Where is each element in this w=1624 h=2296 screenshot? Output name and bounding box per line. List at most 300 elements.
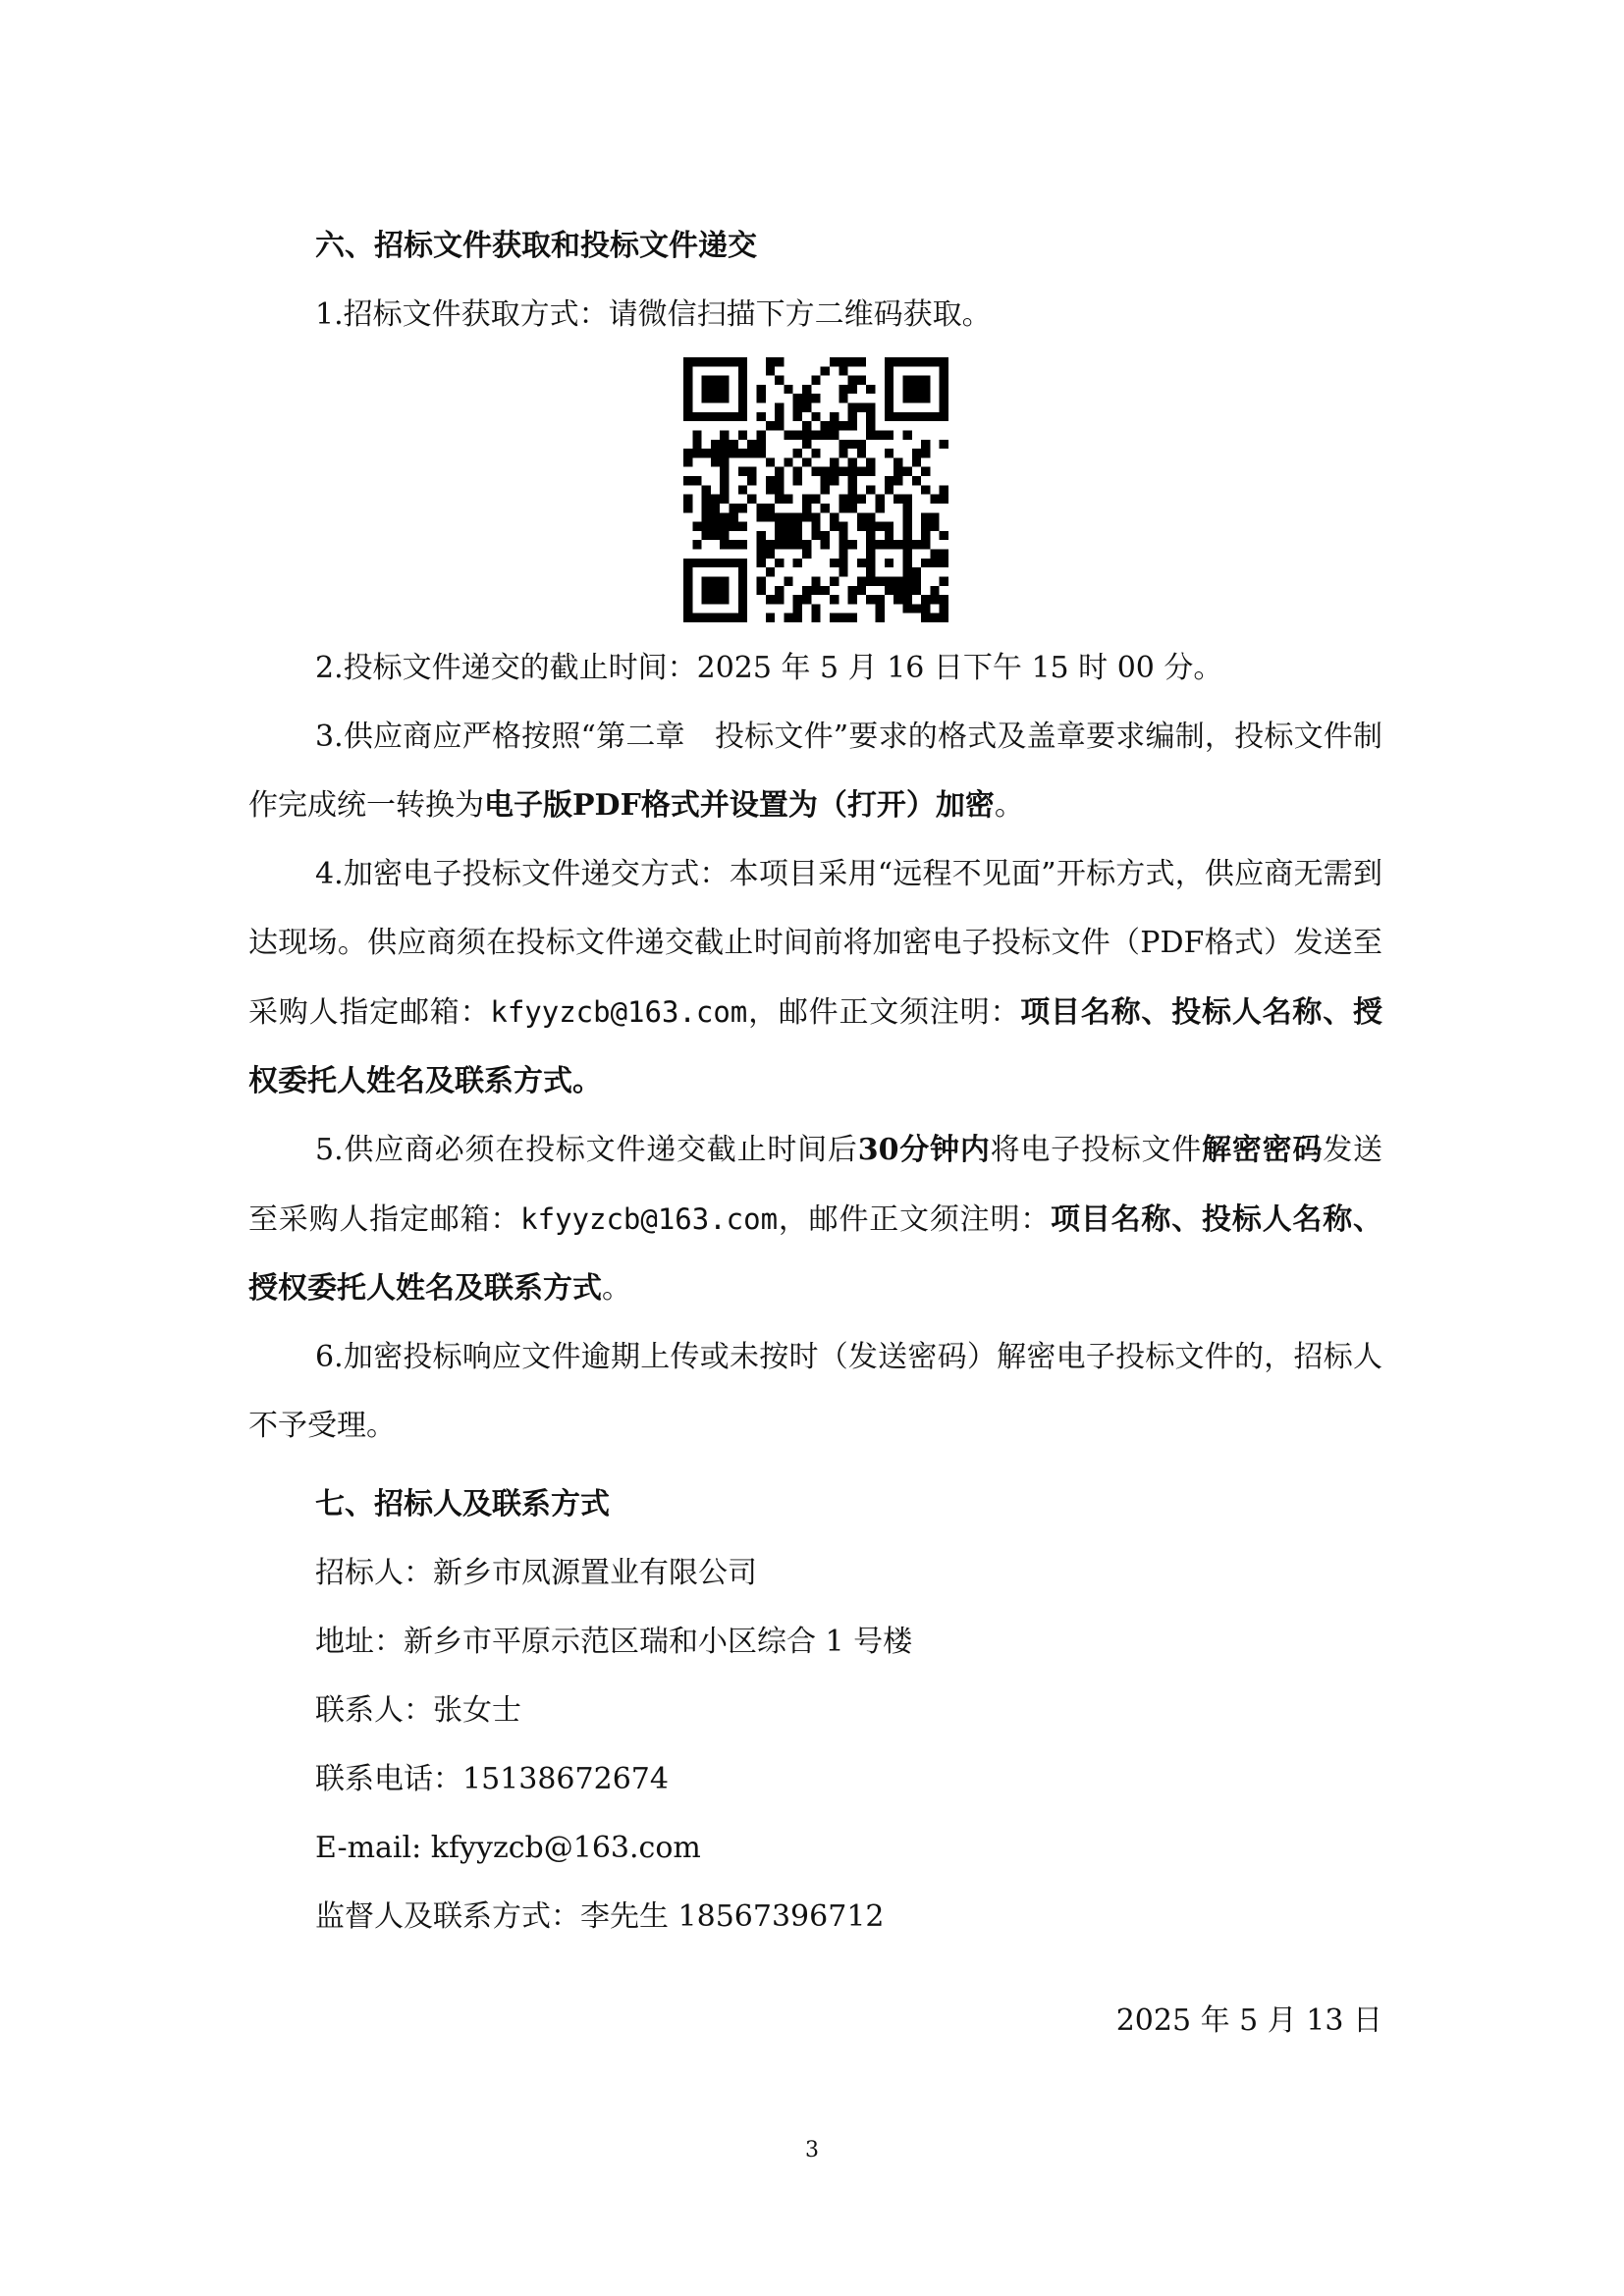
- qr-module: [792, 512, 801, 521]
- qr-module: [921, 394, 930, 402]
- qr-module: [737, 385, 746, 394]
- qr-module: [866, 412, 875, 421]
- qr-module: [856, 467, 865, 476]
- qr-module: [839, 567, 847, 576]
- qr-module: [847, 614, 856, 622]
- qr-module: [701, 586, 710, 595]
- qr-module: [820, 467, 829, 476]
- qr-module: [737, 467, 746, 476]
- qr-module: [811, 394, 820, 402]
- qr-module: [729, 440, 737, 449]
- qr-module: [875, 614, 884, 622]
- qr-module: [902, 540, 911, 549]
- qr-module: [765, 550, 774, 559]
- qr-module: [902, 550, 911, 559]
- qr-module: [811, 604, 820, 613]
- qr-module: [683, 495, 692, 504]
- qr-module: [829, 512, 838, 521]
- item-5-email: kfyyzcb@163.com: [520, 1202, 779, 1236]
- qr-module: [756, 512, 765, 521]
- qr-module: [829, 357, 838, 366]
- qr-module: [911, 376, 920, 385]
- qr-module: [701, 385, 710, 394]
- qr-module: [884, 559, 893, 567]
- qr-module: [820, 476, 829, 485]
- qr-module: [884, 403, 893, 412]
- qr-module: [911, 412, 920, 421]
- qr-module: [756, 531, 765, 540]
- qr-module: [784, 495, 792, 504]
- qr-module: [756, 576, 765, 585]
- qr-module: [683, 366, 692, 375]
- qr-module: [683, 504, 692, 512]
- qr-module: [792, 476, 801, 485]
- qr-module: [856, 522, 865, 531]
- phone-line: 联系电话：15138672674: [315, 1762, 669, 1796]
- qr-module: [720, 440, 729, 449]
- qr-module: [911, 576, 920, 585]
- qr-module: [756, 586, 765, 595]
- qr-module: [710, 595, 719, 604]
- qr-module: [775, 559, 784, 567]
- qr-module: [893, 412, 902, 421]
- qr-module: [921, 412, 930, 421]
- qr-module: [829, 476, 838, 485]
- qr-module: [902, 495, 911, 504]
- qr-module: [701, 412, 710, 421]
- qr-module: [893, 467, 902, 476]
- qr-module: [710, 449, 719, 457]
- qr-module: [784, 522, 792, 531]
- qr-module: [720, 576, 729, 585]
- qr-module: [802, 512, 811, 521]
- qr-module: [811, 531, 820, 540]
- qr-module: [902, 412, 911, 421]
- qr-module: [839, 495, 847, 504]
- qr-module: [939, 440, 947, 449]
- qr-module: [902, 595, 911, 604]
- qr-module: [756, 412, 765, 421]
- qr-module: [939, 385, 947, 394]
- qr-module: [683, 567, 692, 576]
- qr-module: [737, 403, 746, 412]
- qr-module: [683, 457, 692, 466]
- qr-module: [720, 449, 729, 457]
- qr-module: [802, 595, 811, 604]
- qr-module: [893, 457, 902, 466]
- item-5-text-mid3: ，邮件正文须注明：: [778, 1202, 1052, 1237]
- qr-module: [856, 449, 865, 457]
- qr-module: [737, 449, 746, 457]
- qr-module: [701, 504, 710, 512]
- item-4-text-mid: ，邮件正文须注明：: [747, 995, 1021, 1030]
- qr-module: [737, 595, 746, 604]
- qr-module: [737, 614, 746, 622]
- qr-module: [847, 385, 856, 394]
- qr-module: [765, 567, 774, 576]
- item-5-text-mid: 将电子投标文件: [990, 1133, 1203, 1167]
- qr-module: [847, 540, 856, 549]
- qr-module: [939, 394, 947, 402]
- qr-module: [802, 504, 811, 512]
- qr-module: [847, 403, 856, 412]
- qr-module: [902, 567, 911, 576]
- qr-module: [729, 614, 737, 622]
- qr-module: [756, 385, 765, 394]
- qr-module: [866, 485, 875, 494]
- qr-module: [921, 595, 930, 604]
- qr-module: [775, 512, 784, 521]
- qr-module: [866, 403, 875, 412]
- qr-module: [820, 586, 829, 595]
- qr-module: [720, 476, 729, 485]
- qr-module: [692, 430, 701, 439]
- qr-module: [921, 357, 930, 366]
- qr-module: [911, 357, 920, 366]
- qr-module: [737, 357, 746, 366]
- qr-module: [829, 559, 838, 567]
- item-4-text-part: 4.加密电子投标文件递交方式：本项目采用“远程不见面”开标方式，供应商无需到达现场。供应商须在投标文件递交截止时间前将加密电子投标文件（PDF格式）发送至采购人指定邮箱：: [248, 857, 1382, 1030]
- qr-module: [839, 504, 847, 512]
- qr-module: [866, 522, 875, 531]
- qr-module: [692, 412, 701, 421]
- qr-module: [921, 376, 930, 385]
- qr-module: [737, 586, 746, 595]
- qr-module: [866, 595, 875, 604]
- qr-module: [756, 559, 765, 567]
- qr-module: [866, 430, 875, 439]
- qr-module: [820, 430, 829, 439]
- qr-module: [811, 376, 820, 385]
- qr-module: [765, 512, 774, 521]
- qr-module: [829, 576, 838, 585]
- qr-module: [720, 412, 729, 421]
- qr-module: [802, 385, 811, 394]
- qr-module: [737, 567, 746, 576]
- qr-module: [930, 595, 939, 604]
- qr-module: [765, 457, 774, 466]
- qr-module: [921, 385, 930, 394]
- qr-module: [839, 421, 847, 430]
- qr-module: [756, 540, 765, 549]
- qr-module: [720, 376, 729, 385]
- qr-module: [921, 449, 930, 457]
- qr-module: [683, 614, 692, 622]
- qr-module: [729, 412, 737, 421]
- qr-module: [902, 467, 911, 476]
- qr-module: [820, 531, 829, 540]
- qr-module: [884, 540, 893, 549]
- qr-module: [847, 357, 856, 366]
- qr-module: [683, 576, 692, 585]
- qr-module: [792, 412, 801, 421]
- qr-module: [792, 531, 801, 540]
- qr-module: [839, 540, 847, 549]
- qr-module: [921, 531, 930, 540]
- qr-module: [710, 376, 719, 385]
- qr-module: [884, 357, 893, 366]
- qr-module: [792, 522, 801, 531]
- qr-module: [710, 522, 719, 531]
- qr-module: [710, 457, 719, 466]
- qr-module: [884, 376, 893, 385]
- qr-module: [747, 476, 756, 485]
- qr-module: [829, 467, 838, 476]
- qr-module: [884, 366, 893, 375]
- qr-module: [875, 604, 884, 613]
- qr-module: [893, 576, 902, 585]
- qr-module: [710, 576, 719, 585]
- qr-module: [720, 559, 729, 567]
- qr-module: [701, 559, 710, 567]
- qr-module: [720, 457, 729, 466]
- qr-module: [784, 614, 792, 622]
- qr-module: [902, 522, 911, 531]
- qr-module: [720, 540, 729, 549]
- qr-module: [729, 559, 737, 567]
- qr-module: [792, 449, 801, 457]
- qr-module: [683, 449, 692, 457]
- qr-module: [747, 449, 756, 457]
- qr-module: [911, 394, 920, 402]
- qr-module: [847, 586, 856, 595]
- qr-module: [939, 376, 947, 385]
- qr-module: [720, 357, 729, 366]
- qr-module: [939, 576, 947, 585]
- item-5-emphasis: 项目名称、投标人名称、授权委托人姓名及联系方式: [248, 1202, 1383, 1306]
- qr-module: [921, 559, 930, 567]
- qr-module: [839, 550, 847, 559]
- qr-module: [692, 476, 701, 485]
- qr-module: [911, 567, 920, 576]
- qr-module: [820, 421, 829, 430]
- qr-module: [875, 504, 884, 512]
- qr-module: [729, 357, 737, 366]
- qr-module: [839, 449, 847, 457]
- qr-module: [884, 430, 893, 439]
- section-7-heading: 七、招标人及联系方式: [315, 1487, 610, 1522]
- qr-module: [847, 476, 856, 485]
- qr-module: [792, 430, 801, 439]
- qr-module: [911, 540, 920, 549]
- qr-module: [930, 586, 939, 595]
- qr-module: [775, 485, 784, 494]
- qr-module: [847, 376, 856, 385]
- address-line: 地址：新乡市平原示范区瑞和小区综合 1 号楼: [315, 1625, 913, 1659]
- qr-module: [847, 495, 856, 504]
- qr-module: [866, 567, 875, 576]
- qr-module: [710, 586, 719, 595]
- qr-module: [930, 495, 939, 504]
- qr-module: [710, 412, 719, 421]
- qr-module: [930, 412, 939, 421]
- qr-module: [820, 540, 829, 549]
- qr-module: [902, 385, 911, 394]
- qr-module: [856, 440, 865, 449]
- qr-module: [902, 430, 911, 439]
- qr-module: [710, 357, 719, 366]
- qr-module: [792, 467, 801, 476]
- qr-module: [856, 403, 865, 412]
- qr-module: [737, 504, 746, 512]
- qr-module: [784, 430, 792, 439]
- qr-module: [902, 576, 911, 585]
- qr-module: [765, 540, 774, 549]
- qr-module: [802, 403, 811, 412]
- qr-module: [820, 366, 829, 375]
- item-3-text-end: 。: [994, 788, 1024, 823]
- qr-module: [884, 385, 893, 394]
- qr-module: [710, 504, 719, 512]
- qr-module: [765, 421, 774, 430]
- qr-module: [875, 595, 884, 604]
- qr-module: [710, 512, 719, 521]
- qr-module: [839, 559, 847, 567]
- qr-module: [692, 559, 701, 567]
- document-body: [248, 212, 1382, 2085]
- qr-module: [701, 376, 710, 385]
- qr-module: [902, 512, 911, 521]
- qr-module: [792, 604, 801, 613]
- qr-module: [683, 559, 692, 567]
- qr-module: [683, 385, 692, 394]
- qr-module: [710, 614, 719, 622]
- qr-module: [720, 495, 729, 504]
- qr-module: [775, 495, 784, 504]
- qr-module: [737, 576, 746, 585]
- qr-module: [911, 604, 920, 613]
- qr-module: [775, 467, 784, 476]
- qr-module: [939, 412, 947, 421]
- qr-module: [775, 421, 784, 430]
- qr-module: [802, 540, 811, 549]
- qr-module: [747, 440, 756, 449]
- qr-module: [939, 550, 947, 559]
- qr-module: [811, 512, 820, 521]
- qr-module: [775, 412, 784, 421]
- qr-module: [720, 614, 729, 622]
- qr-module: [775, 595, 784, 604]
- qr-module: [930, 559, 939, 567]
- qr-module: [856, 357, 865, 366]
- qr-module: [911, 385, 920, 394]
- qr-module: [930, 522, 939, 531]
- qr-module: [737, 604, 746, 613]
- qr-module: [856, 559, 865, 567]
- qr-module: [921, 440, 930, 449]
- qr-module: [829, 421, 838, 430]
- qr-module: [856, 512, 865, 521]
- qr-module: [829, 595, 838, 604]
- qr-module: [847, 595, 856, 604]
- qr-module: [811, 412, 820, 421]
- qr-module: [775, 357, 784, 366]
- qr-module: [839, 440, 847, 449]
- qr-module: [866, 540, 875, 549]
- qr-module: [902, 586, 911, 595]
- qr-module: [802, 550, 811, 559]
- qr-module: [775, 531, 784, 540]
- qr-module: [756, 430, 765, 439]
- item-1-text: 1.招标文件获取方式：请微信扫描下方二维码获取。: [315, 297, 992, 332]
- qr-module: [811, 586, 820, 595]
- item-2-text: 2.投标文件递交的截止时间：2025 年 5 月 16 日下午 15 时 00 分。: [315, 651, 1223, 685]
- qr-module: [884, 522, 893, 531]
- qr-module: [884, 576, 893, 585]
- qr-module: [893, 586, 902, 595]
- qr-module: [921, 512, 930, 521]
- qr-module: [902, 504, 911, 512]
- qr-module: [720, 385, 729, 394]
- qr-module: [802, 430, 811, 439]
- qr-module: [939, 531, 947, 540]
- qr-module: [710, 495, 719, 504]
- item-5-password-emphasis: 解密密码: [1202, 1133, 1324, 1167]
- qr-module: [921, 467, 930, 476]
- qr-module: [856, 376, 865, 385]
- qr-module: [729, 522, 737, 531]
- qr-module: [839, 614, 847, 622]
- spacer: [248, 1461, 1382, 1470]
- qr-module: [902, 604, 911, 613]
- qr-module: [921, 540, 930, 549]
- qr-module: [866, 576, 875, 585]
- qr-module: [792, 394, 801, 402]
- qr-module: [893, 476, 902, 485]
- qr-module: [720, 467, 729, 476]
- qr-module: [792, 614, 801, 622]
- item-4-email: kfyyzcb@163.com: [490, 995, 748, 1029]
- qr-module: [866, 457, 875, 466]
- qr-module: [911, 586, 920, 595]
- qr-module: [710, 440, 719, 449]
- qr-module: [729, 512, 737, 521]
- qr-module: [875, 540, 884, 549]
- qr-code-image: [683, 357, 948, 622]
- qr-module: [921, 522, 930, 531]
- qr-module: [737, 485, 746, 494]
- qr-module: [939, 485, 947, 494]
- qr-module: [692, 614, 701, 622]
- qr-module: [720, 394, 729, 402]
- qr-module: [811, 576, 820, 585]
- qr-module: [875, 576, 884, 585]
- qr-module: [710, 531, 719, 540]
- qr-module: [811, 522, 820, 531]
- qr-module: [839, 467, 847, 476]
- email-line: E-mail: kfyyzcb@163.com: [315, 1831, 701, 1865]
- qr-module: [737, 559, 746, 567]
- qr-module: [939, 495, 947, 504]
- qr-module: [775, 586, 784, 595]
- qr-module: [756, 440, 765, 449]
- qr-module: [911, 476, 920, 485]
- qr-module: [866, 550, 875, 559]
- qr-module: [792, 595, 801, 604]
- qr-module: [729, 504, 737, 512]
- qr-module: [784, 540, 792, 549]
- qr-module: [720, 485, 729, 494]
- qr-module: [737, 540, 746, 549]
- qr-module: [683, 357, 692, 366]
- qr-module: [692, 449, 701, 457]
- supervisor-line: 监督人及联系方式：李先生 18567396712: [315, 1899, 885, 1934]
- qr-module: [737, 366, 746, 375]
- qr-module: [939, 403, 947, 412]
- qr-module: [829, 522, 838, 531]
- qr-module: [829, 430, 838, 439]
- qr-module: [701, 614, 710, 622]
